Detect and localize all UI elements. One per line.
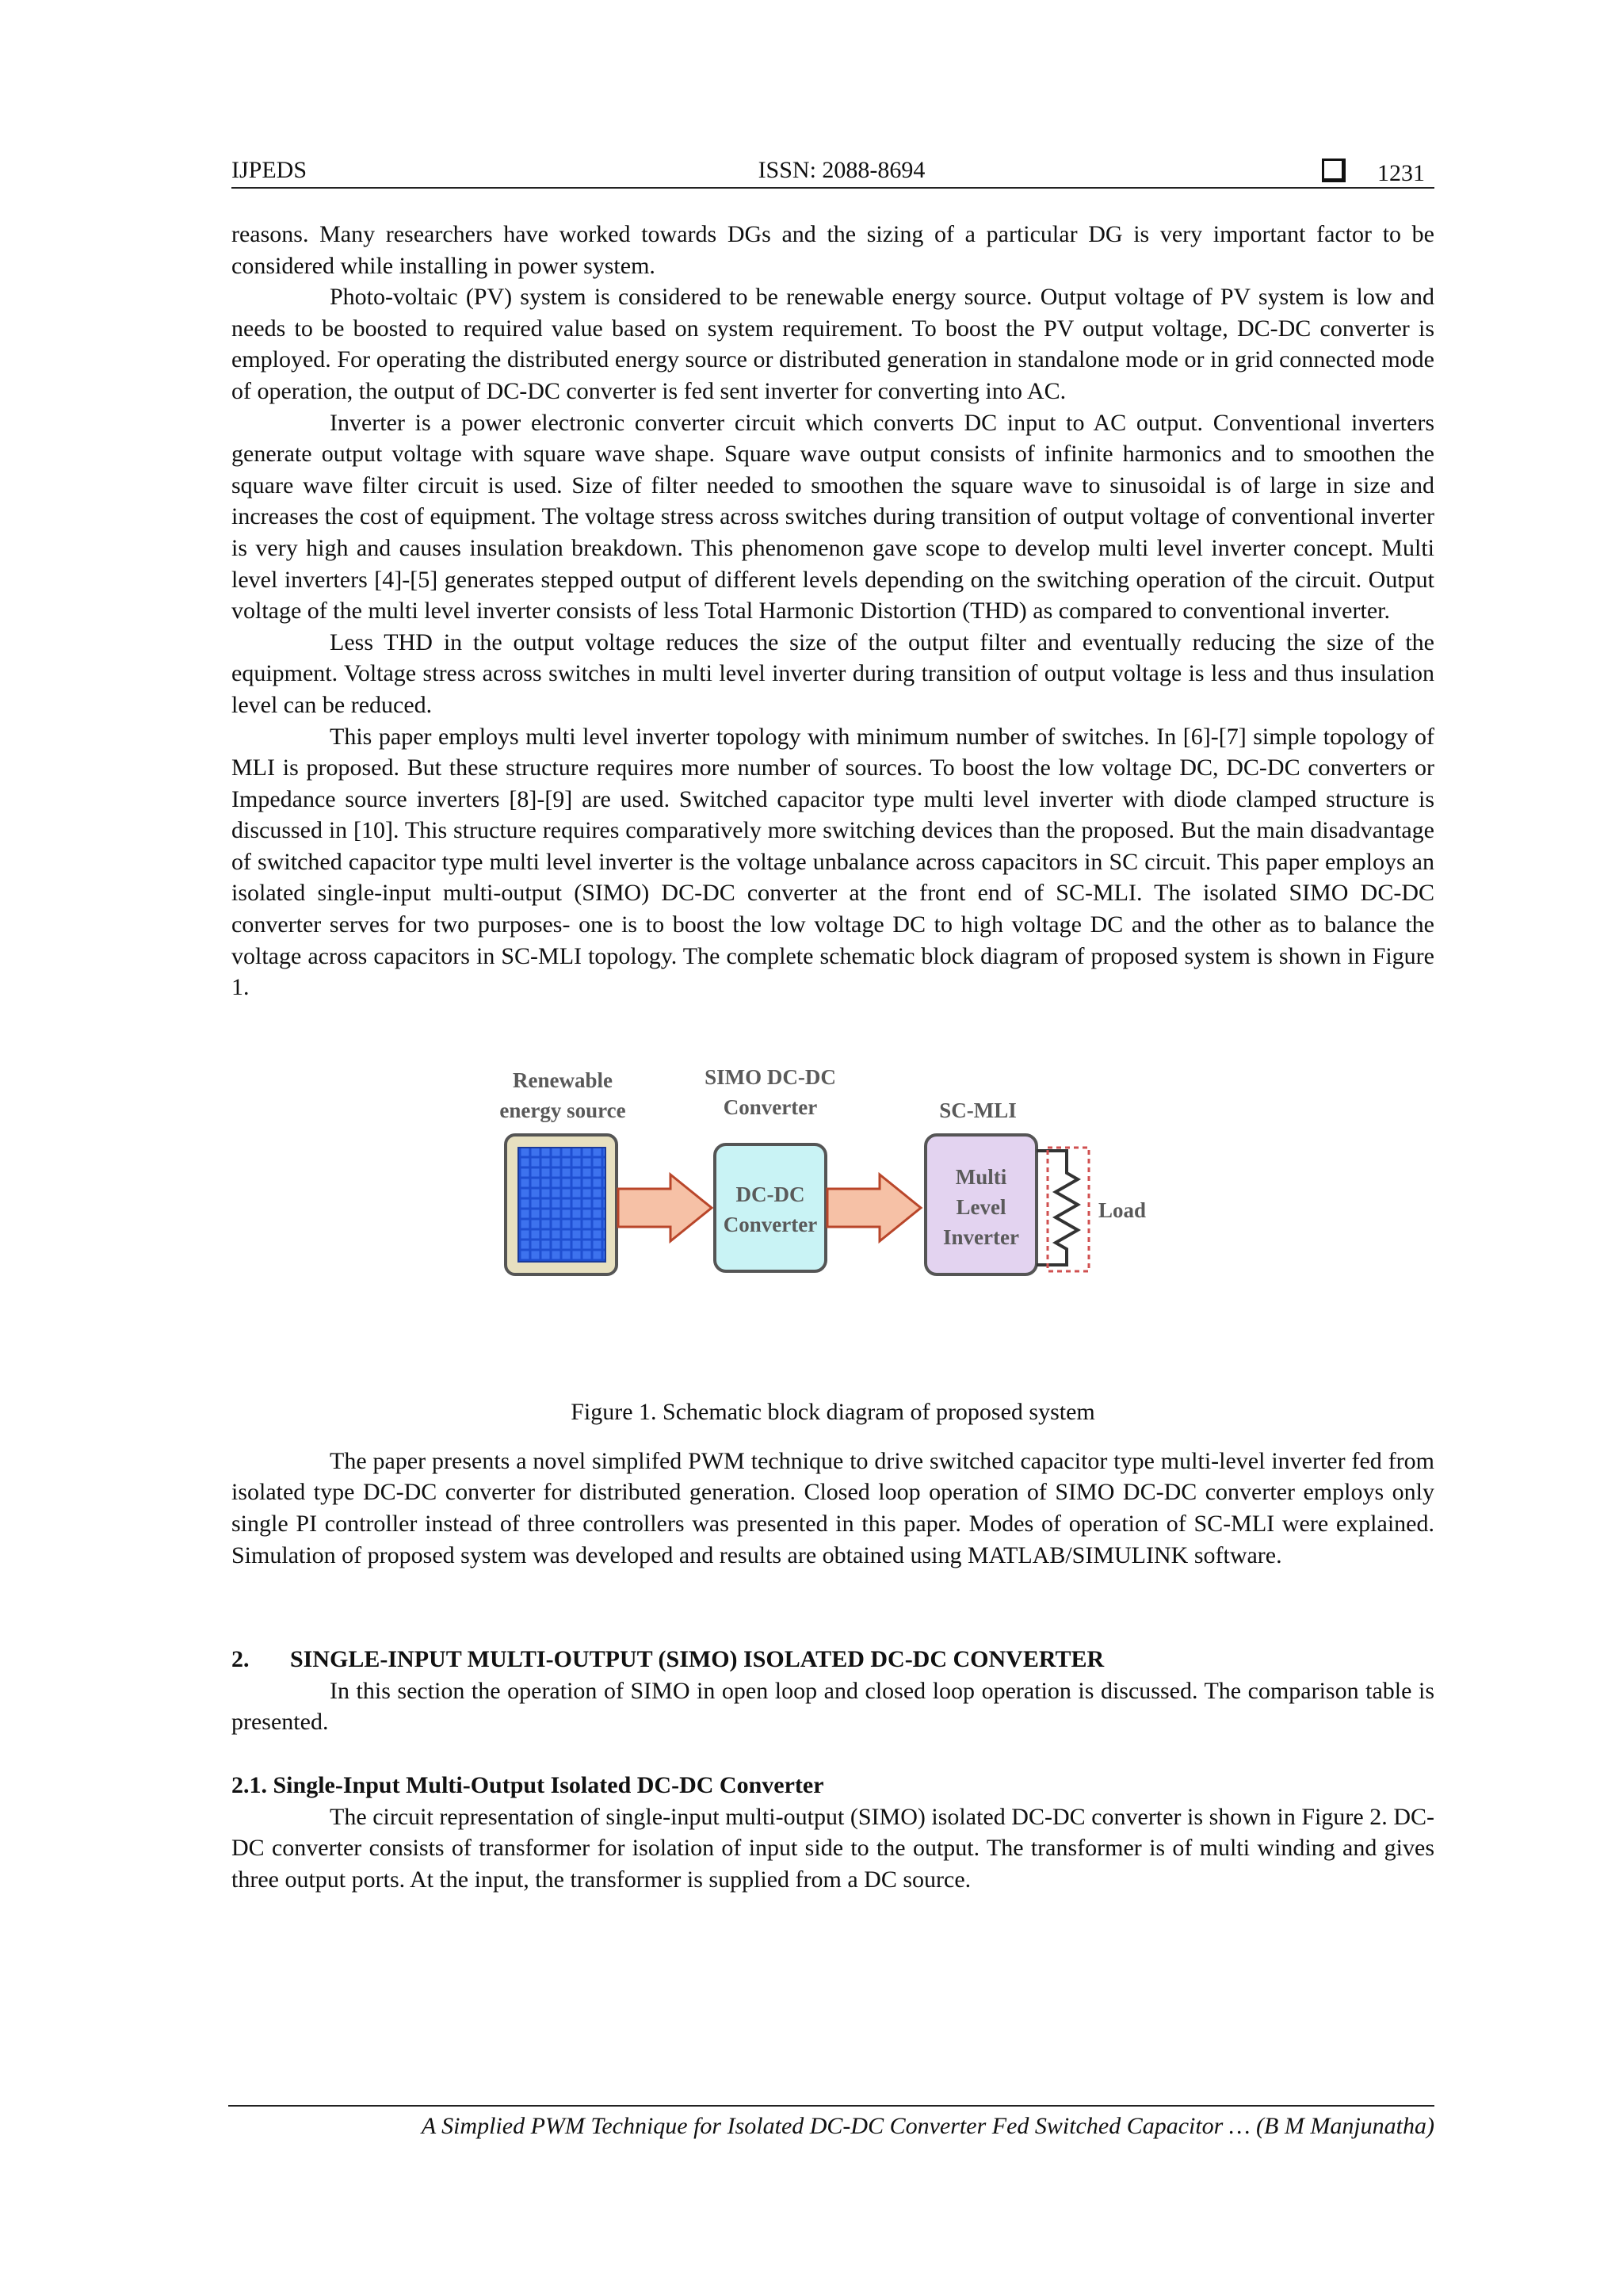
inverter-box-label: Level xyxy=(956,1194,1006,1219)
arrow-right-icon xyxy=(827,1175,921,1241)
page-body xyxy=(231,219,1434,1895)
simo-label: SIMO DC-DC xyxy=(705,1064,836,1089)
journal-name: IJPEDS xyxy=(231,157,307,183)
arrow-right-icon xyxy=(618,1175,712,1241)
figure-caption: Figure 1. Schematic block diagram of proposed system xyxy=(571,1399,1095,1426)
simo-label: Converter xyxy=(723,1095,818,1119)
paragraph: The circuit representation of single-input multi-output (SIMO) isolated DC-DC converter is shown in Figure 2. DC-DC converter consists of transformer for isolation of input side to the output. The transformer is of multi winding and gives three output ports. At the input, the transformer is supplied from a DC source. xyxy=(231,1803,1434,1893)
section-number: 2. xyxy=(231,1646,250,1673)
inverter-box-label: Multi xyxy=(955,1164,1007,1189)
figure-1 xyxy=(231,1033,1434,1426)
inverter-box-label: Inverter xyxy=(943,1224,1019,1249)
paragraph: Inverter is a power electronic converter circuit which converts DC input to AC output. Conventional inverters generate output voltage with square wave shape. Square wave output consists of infinite harmonics and to smoothen the square wave filter circuit is used. Size of filter needed to smoothen the square wave to sinusoidal is of large in size and increases the cost of equipment. The voltage stress across switches during transition of output voltage of conventional inverter is very high and causes insulation breakdown. This phenomenon gave scope to develop multi level inverter concept. Multi level inverters [4]-[5] generates stepped output of different levels depending on the switching operation of the circuit. Output voltage of the multi level inverter consists of less Total Harmonic Distortion (THD) as compared to conventional inverter. xyxy=(231,409,1434,625)
load-label: Load xyxy=(1098,1198,1147,1222)
scmli-label: SC-MLI xyxy=(939,1098,1017,1122)
resistor-load-icon xyxy=(1037,1148,1089,1271)
square-bullet-icon xyxy=(1322,159,1346,182)
paragraph: This paper employs multi level inverter topology with minimum number of switches. In [6]-[7] simple topology of MLI is proposed. But these structure requires more number of sources. To boost the low voltage DC, DC-DC converters or Impedance source inverters [8]-[9] are used. Switched capacitor type multi level inverter with diode clamped structure is discussed in [10]. This structure requires comparatively more switching devices than the proposed. But the main disadvantage of switched capacitor type multi level inverter is the voltage unbalance across capacitors in SC circuit. This paper employs an isolated single-input multi-output (SIMO) DC-DC converter at the front end of SC-MLI. The isolated SIMO DC-DC converter serves for two purposes- one is to boost the low voltage DC to high voltage DC and the other as to balance the voltage across capacitors in SC-MLI topology. The complete schematic block diagram of proposed system is shown in Figure 1. xyxy=(231,723,1434,1001)
subsection-heading: 2.1. Single-Input Multi-Output Isolated DC-DC Converter xyxy=(231,1772,824,1798)
paragraph: Less THD in the output voltage reduces the size of the output filter and eventually reducing the size of the equipment. Voltage stress across switches in multi level inverter during transition of output voltage is less and thus insulation level can be reduced. xyxy=(231,628,1434,718)
inverter-block xyxy=(926,1135,1037,1274)
page-header xyxy=(231,155,1434,189)
paragraph: reasons. Many researchers have worked towards DGs and the sizing of a particular DG is very important factor to be considered while installing in power system. xyxy=(231,221,1434,279)
block-diagram xyxy=(231,1033,1434,1389)
source-label: energy source xyxy=(499,1098,626,1122)
paragraph: In this section the operation of SIMO in open loop and closed loop operation is discussed. The comparison table is presented. xyxy=(231,1677,1434,1736)
paragraph: The paper presents a novel simplifed PWM technique to drive switched capacitor type multi-level inverter fed from isolated type DC-DC converter for distributed generation. Closed loop operation of SIMO DC-DC converter employs only single PI controller instead of three controllers was presented in this paper. Modes of operation of SC-MLI were explained. Simulation of proposed system was developed and results are obtained using MATLAB/SIMULINK software. xyxy=(231,1447,1434,1568)
paragraph: Photo-voltaic (PV) system is considered to be renewable energy source. Output voltage of PV system is low and needs to be boosted to required value based on system requirement. To boost the PV output voltage, DC-DC converter is employed. For operating the distributed energy source or distributed generation in standalone mode or in grid connected mode of operation, the output of DC-DC converter is fed sent inverter for converting into AC. xyxy=(231,284,1434,404)
footer-running-title: A Simplied PWM Technique for Isolated DC-DC Converter Fed Switched Capacitor … (B M Manjunatha) xyxy=(421,2113,1434,2139)
section-title: SINGLE-INPUT MULTI-OUTPUT (SIMO) ISOLATED DC-DC CONVERTER xyxy=(290,1646,1105,1673)
dcdc-box-label: Converter xyxy=(723,1212,818,1236)
page-number: 1231 xyxy=(1377,160,1425,186)
source-label: Renewable xyxy=(513,1068,613,1092)
dcdc-converter-block xyxy=(715,1144,826,1271)
issn: ISSN: 2088-8694 xyxy=(758,157,926,183)
dcdc-box-label: DC-DC xyxy=(735,1182,805,1206)
page-footer xyxy=(228,2105,1434,2139)
section-heading xyxy=(231,1644,1434,1675)
solar-panel-icon xyxy=(506,1135,617,1274)
